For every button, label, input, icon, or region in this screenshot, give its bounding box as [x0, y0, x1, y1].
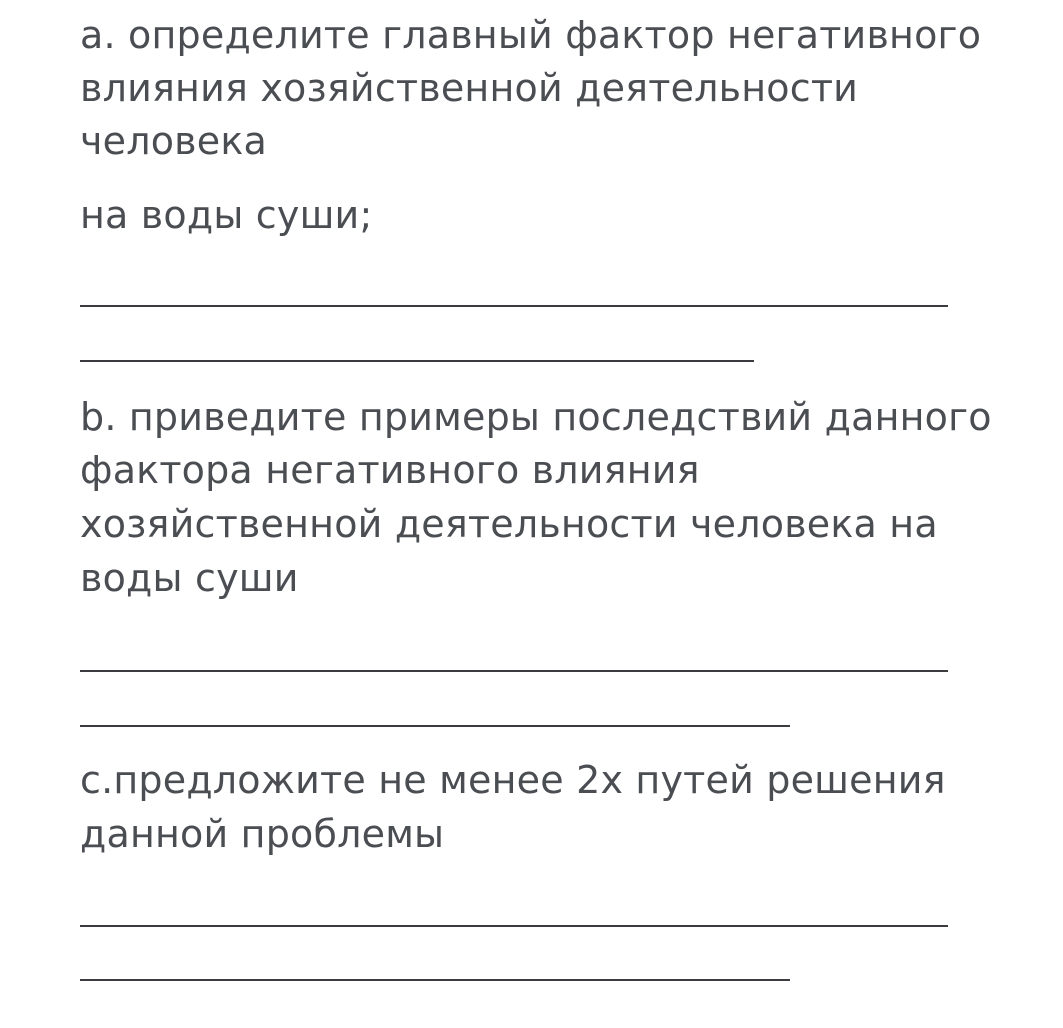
task-a-continuation: на воды суши;: [80, 193, 373, 237]
answer-line-c-1: [80, 925, 948, 927]
answer-line-b-1: [80, 670, 948, 672]
answer-line-c-2: [80, 979, 790, 981]
answer-line-a-1: [80, 305, 948, 307]
task-a-line-1: a. определите главный фактор негативного: [80, 13, 982, 57]
task-c-line-2: данной проблемы: [80, 812, 445, 856]
task-c-line-1: c.предложите не менее 2х путей решения: [80, 758, 946, 802]
task-b-line-4: воды суши: [80, 556, 299, 600]
task-a-line-3: человека: [80, 119, 267, 163]
answer-line-b-2: [80, 725, 790, 727]
task-b-line-2: фактора негативного влияния: [80, 448, 700, 492]
answer-line-a-2: [80, 360, 754, 362]
task-a-line-2: влияния хозяйственной деятельности: [80, 66, 859, 110]
task-b-line-3: хозяйственной деятельности человека на: [80, 502, 938, 546]
task-b-line-1: b. приведите примеры последствий данного: [80, 395, 992, 439]
